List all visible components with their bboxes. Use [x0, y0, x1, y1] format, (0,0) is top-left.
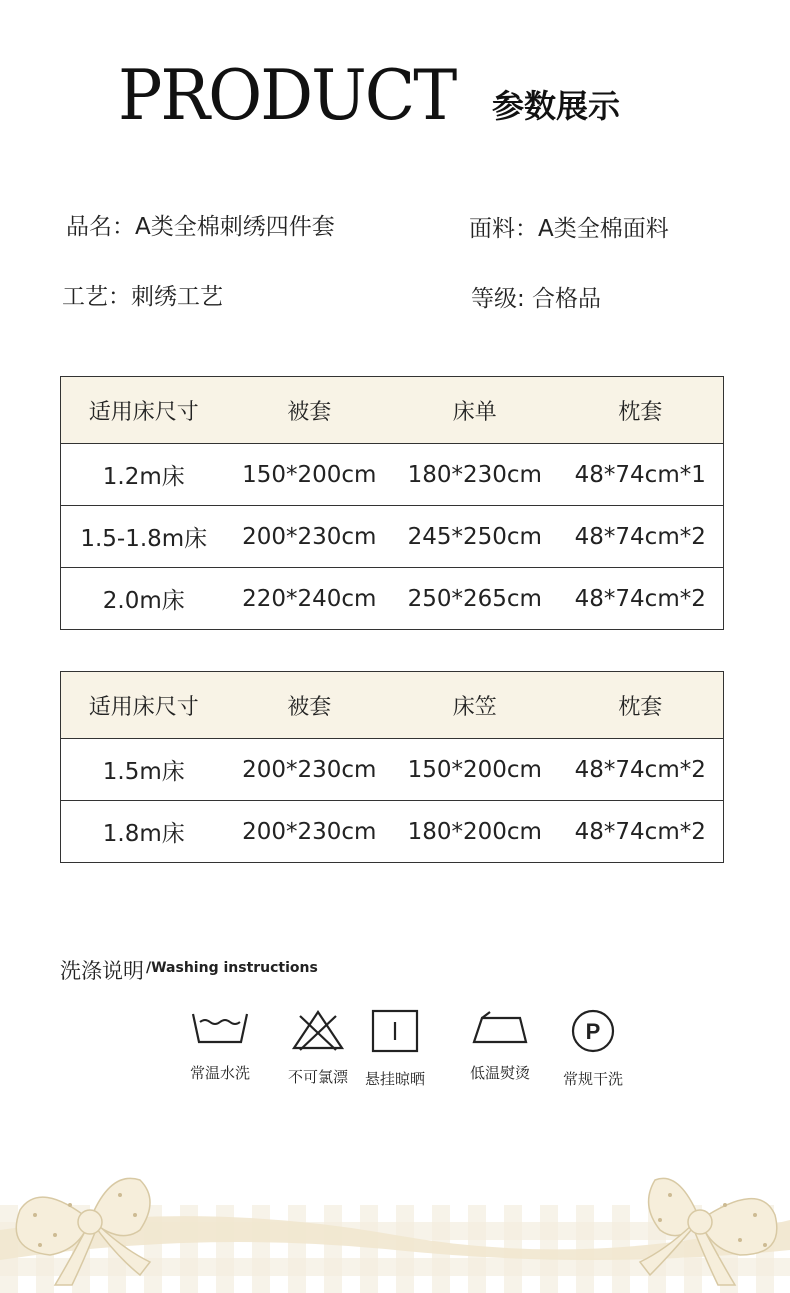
table-cell: 180*200cm — [407, 818, 542, 845]
header-cell: 被套 — [287, 694, 332, 720]
hang-dry-icon — [370, 1008, 420, 1054]
wash-item-iron-low — [455, 1008, 545, 1083]
table-cell: 1.2m床 — [102, 464, 185, 490]
table-row — [61, 505, 723, 567]
table-cell: 150*200cm — [242, 461, 377, 488]
table-header-row — [61, 672, 723, 738]
header-cell: 适用床尺寸 — [88, 399, 199, 425]
table-cell: 220*240cm — [242, 585, 377, 612]
page-title-en: PRODUCT — [118, 55, 456, 136]
header-cell: 枕套 — [618, 399, 663, 425]
bow-ribbon-decoration — [0, 1150, 790, 1293]
table-cell: 1.5-1.8m床 — [80, 526, 208, 552]
spec-grade: 等级: 合格品 — [471, 286, 602, 312]
wash-item-dry-clean — [548, 1008, 638, 1089]
wash-item-hang-dry — [350, 1008, 440, 1089]
dry-clean-p-icon — [570, 1008, 616, 1054]
wash-label: 不可氯漂 — [287, 1068, 348, 1086]
header-cell: 枕套 — [618, 694, 663, 720]
table-cell: 1.8m床 — [102, 821, 185, 847]
spec-product-name: 品名：A类全棉刺绣四件套 — [66, 214, 335, 240]
header-cell: 适用床尺寸 — [88, 694, 199, 720]
table-row — [61, 800, 723, 862]
table-cell: 48*74cm*1 — [574, 461, 706, 488]
wash-item-normal — [175, 1008, 265, 1083]
table-row — [61, 738, 723, 800]
decorative-footer — [0, 1150, 790, 1293]
dry-clean-letter: P — [585, 1019, 601, 1044]
wash-label: 低温熨烫 — [469, 1064, 530, 1082]
washing-heading — [60, 955, 318, 985]
table-cell: 245*250cm — [407, 523, 542, 550]
table-row — [61, 567, 723, 629]
page-title-cn: 参数展示 — [492, 87, 621, 125]
table-cell: 48*74cm*2 — [574, 585, 706, 612]
size-table-sheet — [60, 376, 724, 630]
header-cell: 被套 — [287, 399, 332, 425]
wash-label: 悬挂晾晒 — [364, 1070, 425, 1088]
table-cell: 180*230cm — [407, 461, 542, 488]
table-cell: 48*74cm*2 — [574, 523, 706, 550]
header-cell: 床单 — [452, 399, 497, 425]
washing-subtitle: /Washing instructions — [146, 960, 318, 976]
table-cell: 150*200cm — [407, 756, 542, 783]
table-cell: 250*265cm — [407, 585, 542, 612]
iron-low-icon — [470, 1008, 530, 1048]
wash-label: 常温水洗 — [189, 1064, 250, 1082]
table-cell: 48*74cm*2 — [574, 818, 706, 845]
table-cell: 1.5m床 — [102, 759, 185, 785]
header-cell: 床笠 — [452, 694, 497, 720]
table-header-row — [61, 377, 723, 443]
wash-label: 常规干洗 — [562, 1070, 623, 1088]
spec-fabric: 面料：A类全棉面料 — [469, 216, 669, 242]
table-cell: 2.0m床 — [102, 588, 185, 614]
table-cell: 200*230cm — [242, 818, 377, 845]
spec-craft: 工艺：刺绣工艺 — [62, 284, 223, 310]
no-bleach-icon — [290, 1008, 346, 1052]
washing-title: 洗涤说明 — [60, 959, 144, 983]
size-table-fitted-sheet — [60, 671, 724, 863]
table-cell: 200*230cm — [242, 756, 377, 783]
page-header — [0, 55, 790, 135]
table-row — [61, 443, 723, 505]
table-cell: 48*74cm*2 — [574, 756, 706, 783]
wash-tub-icon — [190, 1008, 250, 1048]
table-cell: 200*230cm — [242, 523, 377, 550]
